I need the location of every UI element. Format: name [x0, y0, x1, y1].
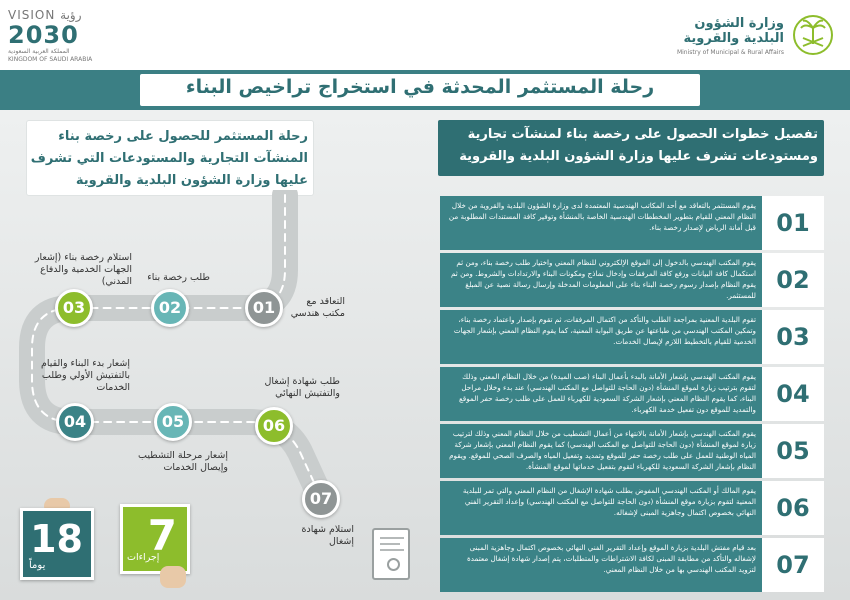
page-title: رحلة المستثمر المحدثة في استخراج تراخيص البناء: [185, 76, 655, 98]
road-stop-06: 06: [255, 407, 293, 445]
step-row: [440, 367, 824, 421]
procedures-label: إجراءات: [127, 552, 160, 563]
header: [0, 0, 850, 70]
step-text: يقوم المكتب الهندسي بإشعار الأمانة بالبدء بأعمال البناء (صب الميدة) من خلال النظام المعني وذلك لتقوم بترتيب زيارة لموقع المنشأة (دون الحاجة للتواصل مع المكتب الهندسي) عند بدء وخلال مراحل البناء، كما يقوم النظام المعني بإشعار الشركة السعودية للكهرباء للعمل على طلب رخصة حفر الموقع والتمديد للموقع دون تفعيل خدمة الكهرباء.: [458, 372, 756, 414]
road-label-01: التعاقد مع مكتب هندسي: [290, 296, 345, 319]
vision-logo-year: 2030: [8, 21, 79, 49]
step-number: 02: [762, 253, 824, 307]
vision-2030-logo: [8, 8, 118, 64]
vision-logo-sub-en: KINGDOM OF SAUDI ARABIA: [8, 56, 93, 63]
steps-title: تفصيل خطوات الحصول على رخصة بناء لمنشآت تجارية ومستودعات تشرف عليها وزارة الشؤون البلدية والقروية: [459, 127, 818, 164]
step-row: [440, 253, 824, 307]
step-number: 04: [762, 367, 824, 421]
journey-title: رحلة المستثمر للحصول على رخصة بناء المنشآت التجارية والمستودعات التي تشرف عليها وزارة الشؤون البلدية والقروية: [30, 129, 308, 188]
certificate-icon: [372, 528, 410, 580]
step-number: 01: [762, 196, 824, 250]
days-label: يوماً: [29, 560, 46, 571]
days-value: 18: [30, 517, 83, 561]
road-label-05: إشعار مرحلة التشطيب وإيصال الخدمات: [137, 450, 228, 473]
step-text: يقوم المكتب الهندسي بإشعار الأمانة بالانتهاء من أعمال التشطيب من خلال النظام المعني وذلك لترتيب زيارة لموقع المنشأة (دون الحاجة للتواصل مع المكتب الهندسي) كما يقوم النظام المعني بإشعار شركة المياه الوطنية للعمل على طلب رخصة حفر للموقع وتمديد وتفعيل المياه والصرف الصحي للموقع. ويقوم النظام بإشعار الشركة السعودية للكهرباء لتقوم بتفعيل خدماتها لموقع المنشأة.: [449, 429, 756, 471]
step-text: يقوم المكتب الهندسي بالدخول إلى الموقع الإلكتروني للنظام المعني واختيار طلب رخصة بناء، ومن ثم استكمال كافة البيانات ورفع كافة المرفقات وإدخال نماذج ومكونات البناء والارتدادات والشروط. ومن ثم يقوم النظام بإصدار رسوم رخصة البناء بناء على المعلومات المدخلة وإرسال رسالة نصية عن المبلغ للمستثمر.: [451, 258, 756, 300]
step-row: [440, 424, 824, 478]
ministry-logo: [676, 14, 832, 64]
procedures-value: 7: [147, 511, 177, 560]
ministry-name-line1: وزارة الشؤون: [694, 16, 784, 31]
road-stop-01: 01: [245, 289, 283, 327]
road-label-07: استلام شهادة إشغال: [301, 524, 354, 547]
vision-logo-sub-ar: المملكة العربية السعودية: [8, 48, 70, 55]
step-row: [440, 481, 824, 535]
step-row: [440, 196, 824, 250]
road-label-04: إشعار بدء البناء والقيام بالتفتيش الأولي وطلب الخدمات: [40, 358, 130, 393]
road-stop-02: 02: [151, 289, 189, 327]
road-label-03: استلام رخصة بناء (إشعار الجهات الخدمية والدفاع المدني): [34, 252, 132, 287]
palm-emblem-icon: [792, 14, 834, 56]
step-number: 05: [762, 424, 824, 478]
steps-list: [440, 196, 824, 595]
road-stop-07: 07: [302, 480, 340, 518]
step-text: يقوم المستثمر بالتعاقد مع أحد المكاتب الهندسية المعتمدة لدى وزارة الشؤون البلدية والقروية من خلال النظام المعني للقيام بتطوير المخططات الهندسية الخاصة بالمنشأة وتوفير كافة المستندات المطلوبة من قبل أمانة الرياض لإصدار رخصة بناء.: [448, 201, 756, 232]
step-text: بعد قيام مفتش البلدية بزيارة الموقع وإعداد التقرير الفني النهائي بخصوص اكتمال وجاهزية المبنى لإشغاله والتأكد من مطابقة المبنى لكافة الاشتراطات والمتطلبات، يتم إصدار شهادة إشغال معتمدة لتزويد المكتب الهندسي بها من خلال النظام المعني.: [467, 543, 756, 574]
vision-logo-top: VISION رؤية: [8, 8, 82, 22]
days-card: [20, 508, 94, 580]
step-text: يقوم المالك أو المكتب الهندسي المفوض بطلب شهادة الإشغال من النظام المعني والتي تمر للبلدية المعنية لتقوم بزيارة موقع المنشأة (دون الحاجة للتواصل مع المكتب الهندسي) وإعداد التقرير الفني النهائي بخصوص اكتمال وجاهزية المبنى لإشغاله.: [462, 486, 756, 517]
road-stop-04: 04: [56, 403, 94, 441]
road-stop-05: 05: [154, 403, 192, 441]
ministry-name-en: Ministry of Municipal & Rural Affairs: [676, 49, 784, 56]
step-number: 03: [762, 310, 824, 364]
road-label-02: طلب رخصة بناء: [147, 272, 210, 283]
step-number: 07: [762, 538, 824, 592]
step-row: [440, 538, 824, 592]
step-number: 06: [762, 481, 824, 535]
road-stop-03: 03: [55, 289, 93, 327]
step-row: [440, 310, 824, 364]
ministry-name-line2: البلدية والقروية: [683, 31, 784, 46]
procedures-card: [120, 504, 190, 574]
road-label-06: طلب شهادة إشغال والتفتيش النهائي: [264, 376, 340, 399]
hand-icon: [160, 566, 186, 588]
step-text: تقوم البلدية المعنية بمراجعة الطلب والتأكد من اكتمال المرفقات، ثم تقوم بإصدار واعتماد رخصة بناء، وتمكين المكتب الهندسي من طباعتها عن طريق البوابة المعنية، كما يقوم النظام المعني بإشعار الجهات الخدمية للقيام بالتخطيط اللازم لإيصال الخدمات.: [453, 315, 756, 346]
